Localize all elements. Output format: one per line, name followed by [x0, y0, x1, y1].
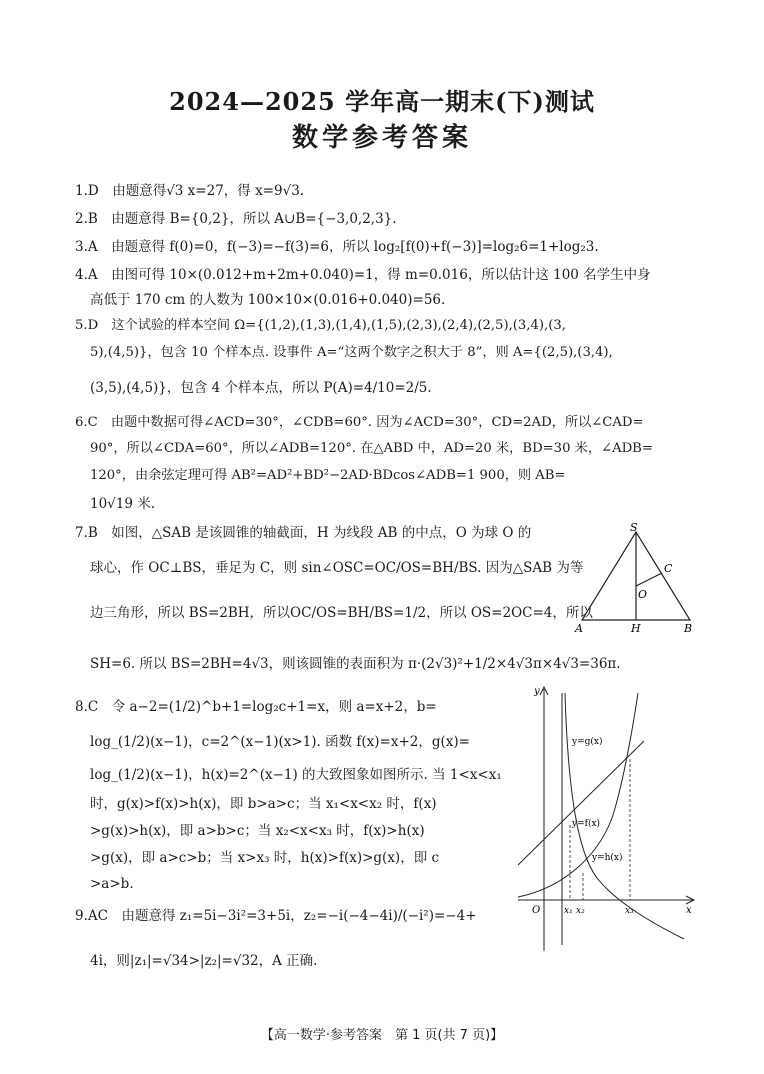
answer-3: 3.A 由题意得 f(0)=0，f(−3)=−f(3)=6，所以 log₂[f(0)+f(−3)]=log₂6=1+log₂3. [75, 239, 599, 255]
answer-8-line3: log_(1/2)(x−1)，h(x)=2^(x−1) 的大致图象如图所示. 当 1<x<x₁ [90, 767, 502, 783]
answer-5-line2: 5),(4,5)}，包含 10 个样本点. 设事件 A=“这两个数字之积大于 8”，则 A={(2,5),(3,4), [90, 345, 613, 360]
answer-1: 1.D 由题意得√3 x=27，得 x=9√3. [75, 183, 305, 199]
label-H: H [631, 622, 641, 635]
page-title: 2024—2025 学年高一期末(下)测试 [169, 87, 595, 116]
label-x1: x₁ [564, 906, 573, 916]
answer-9-line2: 4i，则|z₁|=√34>|z₂|=√32，A 正确. [90, 953, 318, 969]
label-O: O [638, 588, 648, 601]
answer-7-line1: 7.B 如图，△SAB 是该圆锥的轴截面，H 为线段 AB 的中点，O 为球 O 的 [75, 525, 532, 541]
label-x3: x₃ [625, 906, 634, 916]
axis-y-label: y [534, 686, 540, 697]
answer-4-line2: 高低于 170 cm 的人数为 100×10×(0.016+0.040)=56. [90, 292, 446, 308]
page-footer: 【高一数学·参考答案 第 1 页(共 7 页)】 [260, 1028, 504, 1043]
answer-9-line1: 9.AC 由题意得 z₁=5i−3i²=3+5i，z₂=−i(−4−4i)/(−i²)=−4+ [75, 908, 477, 924]
page-subtitle: 数学参考答案 [291, 123, 472, 153]
answer-7-line4: SH=6. 所以 BS=2BH=4√3，则该圆锥的表面积为 π·(2√3)²+1/2×4√3π×4√3=36π. [90, 656, 621, 672]
answer-2: 2.B 由题意得 B={0,2}，所以 A∪B={−3,0,2,3}. [75, 211, 397, 227]
cone-section-figure [570, 520, 700, 638]
answer-8-line7: >a>b. [90, 876, 134, 892]
axis-x-label: x [686, 905, 692, 916]
label-A: A [575, 622, 583, 635]
answer-8-line1: 8.C 令 a−2=(1/2)^b+1=log₂c+1=x，则 a=x+2，b= [75, 699, 437, 715]
answer-6-line4: 10√19 米. [90, 496, 156, 512]
answer-6-line2: 90°，所以∠CDA=60°，所以∠ADB=120°. 在△ABD 中，AD=20 米，BD=30 米，∠ADB= [90, 441, 653, 456]
label-S: S [630, 521, 638, 534]
answer-6-line3: 120°，由余弦定理可得 AB²=AD²+BD²−2AD·BDcos∠ADB=1 900，则 AB= [90, 468, 566, 483]
answer-8-line2: log_(1/2)(x−1)，c=2^(x−1)(x>1). 函数 f(x)=x+2，g(x)= [90, 734, 470, 750]
answer-4-line1: 4.A 由图可得 10×(0.012+m+2m+0.040)=1，得 m=0.016，所以估计这 100 名学生中身 [75, 267, 651, 283]
label-C: C [664, 562, 673, 575]
label-B: B [684, 622, 693, 635]
answer-8-line5: >g(x)>h(x)，即 a>b>c；当 x₂<x<x₃ 时，f(x)>h(x) [90, 823, 425, 839]
origin-label: O [532, 905, 541, 916]
function-graph-figure [512, 683, 704, 953]
label-h: y=h(x) [592, 853, 623, 863]
answer-7-line2: 球心，作 OC⊥BS，垂足为 C，则 sin∠OSC=OC/OS=BH/BS. 因为△SAB 为等 [90, 560, 584, 576]
label-g: y=g(x) [572, 737, 603, 747]
label-f: y=f(x) [572, 819, 601, 829]
label-x2: x₂ [576, 906, 585, 916]
answer-8-line6: >g(x)，即 a>c>b；当 x>x₃ 时，h(x)>f(x)>g(x)，即 c [90, 850, 440, 866]
answer-5-line3: (3,5),(4,5)}，包含 4 个样本点，所以 P(A)=4/10=2/5. [90, 380, 432, 396]
answer-5-line1: 5.D 这个试验的样本空间 Ω={(1,2),(1,3),(1,4),(1,5),(2,3),(2,4),(2,5),(3,4),(3, [75, 318, 566, 333]
answer-8-line4: 时，g(x)>f(x)>h(x)，即 b>a>c；当 x₁<x<x₂ 时，f(x) [90, 796, 437, 812]
answer-6-line1: 6.C 由题中数据可得∠ACD=30°，∠CDB=60°. 因为∠ACD=30°，CD=2AD，所以∠CAD= [75, 415, 644, 430]
answer-7-line3: 边三角形，所以 BS=2BH，所以OC/OS=BH/BS=1/2，所以 OS=2OC=4，所以 [90, 605, 593, 621]
